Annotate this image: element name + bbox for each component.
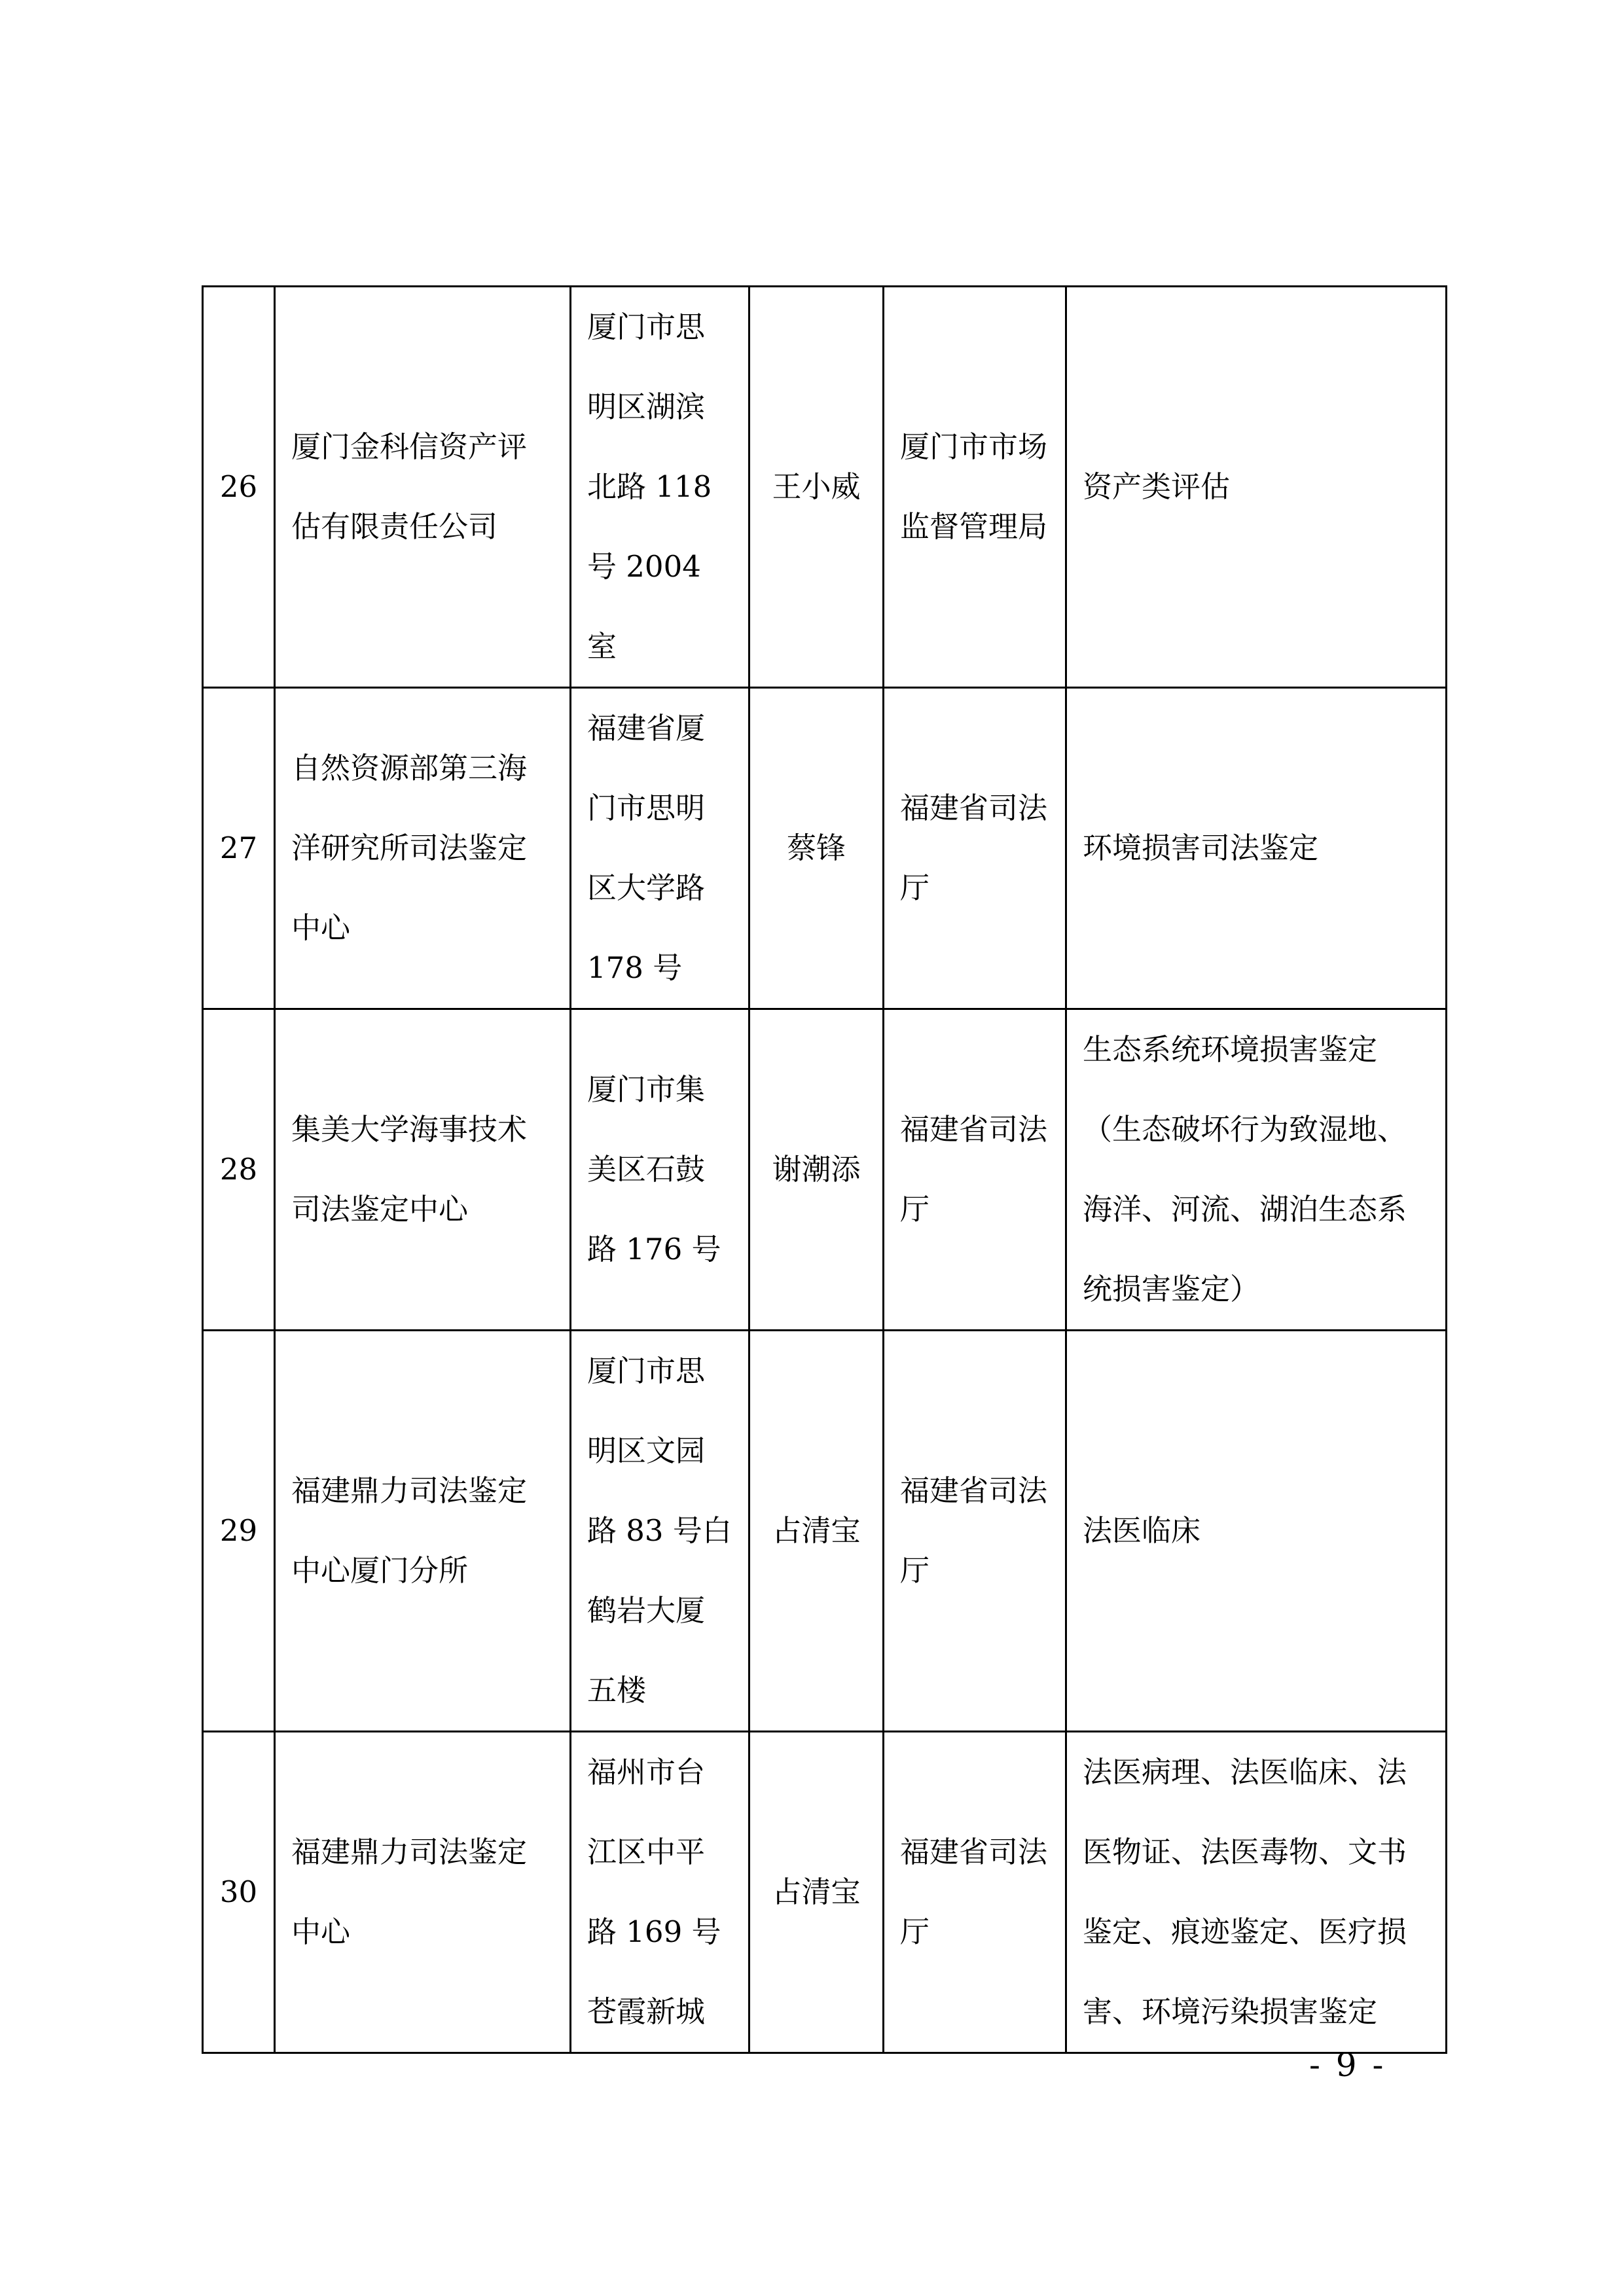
responsible-person: 王小威 [749, 287, 884, 688]
appraisal-scope: 生态系统环境损害鉴定（生态破坏行为致湿地、海洋、河流、湖泊生态系统损害鉴定） [1066, 1009, 1447, 1331]
table-row [203, 688, 1447, 1009]
registration-authority: 福建省司法厅 [884, 1732, 1066, 2053]
responsible-person: 占清宝 [749, 1732, 884, 2053]
institution-address: 厦门市思明区文园路 83 号白鹤岩大厦五楼 [571, 1331, 749, 1732]
row-number: 30 [203, 1732, 275, 2053]
responsible-person: 谢潮添 [749, 1009, 884, 1331]
registration-authority: 福建省司法厅 [884, 688, 1066, 1009]
table-row [203, 1009, 1447, 1331]
institution-table [202, 285, 1447, 2054]
institution-address: 厦门市思明区湖滨北路 118 号 2004 室 [571, 287, 749, 688]
row-number: 27 [203, 688, 275, 1009]
row-number: 29 [203, 1331, 275, 1732]
appraisal-scope: 环境损害司法鉴定 [1066, 688, 1447, 1009]
institution-name: 福建鼎力司法鉴定中心 [275, 1732, 571, 2053]
appraisal-scope: 资产类评估 [1066, 287, 1447, 688]
responsible-person: 占清宝 [749, 1331, 884, 1732]
institution-name: 厦门金科信资产评估有限责任公司 [275, 287, 571, 688]
institution-name: 自然资源部第三海洋研究所司法鉴定中心 [275, 688, 571, 1009]
registration-authority: 福建省司法厅 [884, 1009, 1066, 1331]
institution-address: 福建省厦门市思明区大学路 178 号 [571, 688, 749, 1009]
table-row [203, 1331, 1447, 1732]
institution-name: 福建鼎力司法鉴定中心厦门分所 [275, 1331, 571, 1732]
institution-address: 福州市台江区中平路 169 号苍霞新城 [571, 1732, 749, 2053]
institution-name: 集美大学海事技术司法鉴定中心 [275, 1009, 571, 1331]
registration-authority: 福建省司法厅 [884, 1331, 1066, 1732]
appraisal-scope: 法医病理、法医临床、法医物证、法医毒物、文书鉴定、痕迹鉴定、医疗损害、环境污染损害鉴定 [1066, 1732, 1447, 2053]
row-number: 26 [203, 287, 275, 688]
table-row [203, 1732, 1447, 2053]
row-number: 28 [203, 1009, 275, 1331]
page-number: - 9 - [1309, 2046, 1386, 2084]
responsible-person: 蔡锋 [749, 688, 884, 1009]
registration-authority: 厦门市市场监督管理局 [884, 287, 1066, 688]
table-row [203, 287, 1447, 688]
appraisal-scope: 法医临床 [1066, 1331, 1447, 1732]
institution-address: 厦门市集美区石鼓路 176 号 [571, 1009, 749, 1331]
